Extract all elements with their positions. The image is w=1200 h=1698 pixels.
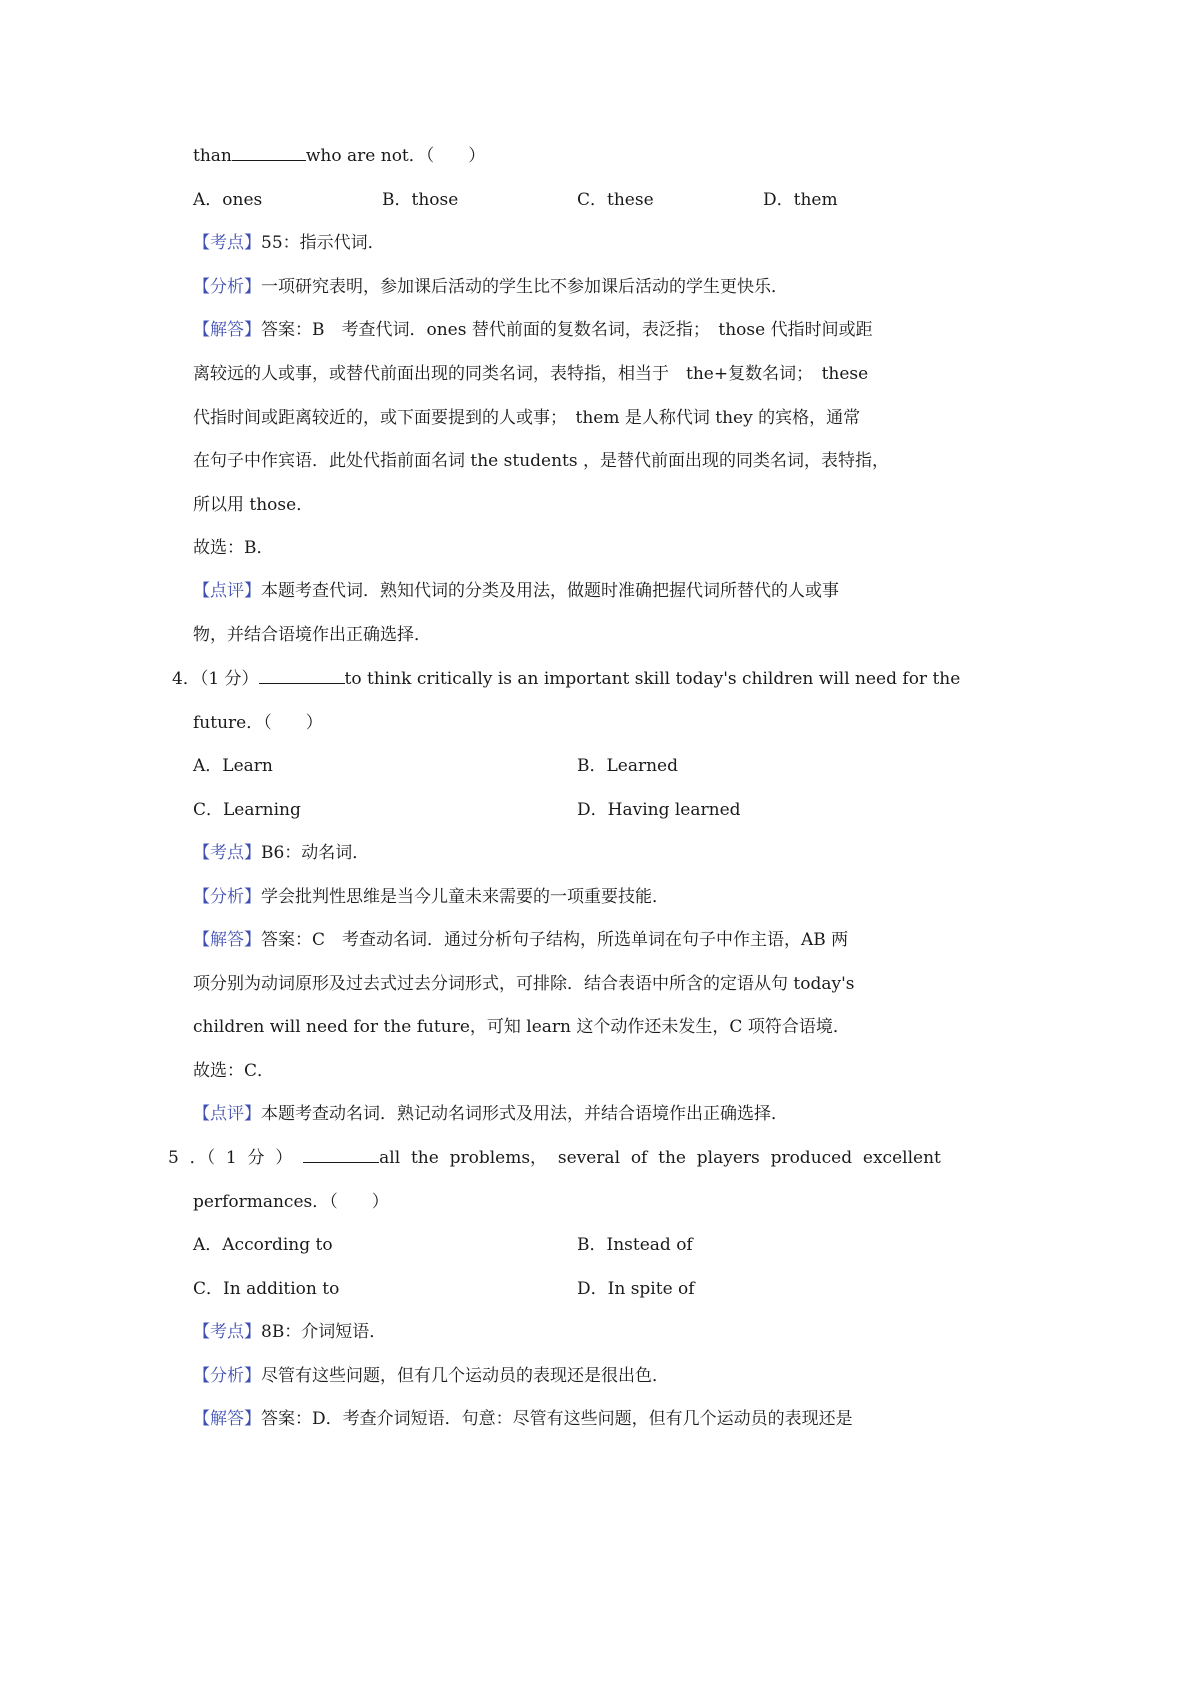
q5-stem-word: problems， [449, 1148, 548, 1168]
q3-jieda-line: 代指时间或距离较近的，或下面要提到的人或事； them 是人称代词 they 的宾格，通常 [193, 408, 861, 428]
dianping-tag: 【点评】 [193, 581, 261, 601]
q5-stem-word: produced [770, 1148, 853, 1168]
answer-blank [303, 1146, 379, 1163]
q5-option-c: C．In addition to [193, 1279, 340, 1299]
q4-jieda-line: 项分别为动词原形及过去式过去分词形式，可排除．结合表语中所含的定语从句 today's [193, 974, 855, 994]
dianping-text: 本题考查代词．熟知代词的分类及用法，做题时准确把握代词所替代的人或事 [261, 581, 839, 601]
q5-option-b: B．Instead of [577, 1235, 693, 1255]
answer-blank [259, 667, 345, 684]
q4-option-d: D．Having learned [577, 800, 741, 820]
jieda-text: 答案：C 考查动名词．通过分析句子结构，所选单词在句子中作主语，AB 两 [261, 930, 849, 950]
fenxi-tag: 【分析】 [193, 887, 261, 907]
dianping-tag: 【点评】 [193, 1104, 261, 1124]
kaodian-tag: 【考点】 [193, 233, 261, 253]
q4-jieda-line [193, 928, 941, 952]
q5-option-a: A．According to [193, 1235, 333, 1255]
q3-option-a: A．ones [193, 190, 263, 210]
jieda-tag: 【解答】 [193, 320, 261, 340]
q5-stem-word: all [379, 1148, 401, 1168]
q3-option-b: B．those [382, 190, 459, 210]
q4-jieda-line: children will need for the future，可知 learn 这个动作还未发生，C 项符合语境． [193, 1017, 850, 1037]
q3-jieda-line [193, 318, 941, 342]
q3-kaodian [193, 231, 941, 255]
kaodian-text: 8B：介词短语． [261, 1322, 387, 1342]
q3-guxuan: 故选：B． [193, 538, 274, 558]
q3-jieda-line: 所以用 those． [193, 495, 314, 515]
kaodian-text: B6：动名词． [261, 843, 370, 863]
q5-number-part: 分 [247, 1148, 265, 1168]
q3-stem-start: than [193, 146, 232, 166]
q5-jieda [193, 1407, 941, 1431]
q5-stem-word: the [658, 1148, 686, 1168]
kaodian-tag: 【考点】 [193, 843, 261, 863]
q5-stem-word: the [410, 1148, 439, 1168]
fenxi-text: 尽管有这些问题，但有几个运动员的表现还是很出色． [261, 1366, 669, 1386]
q4-dianping [193, 1102, 941, 1126]
jieda-tag: 【解答】 [193, 1409, 261, 1429]
q3-fenxi [193, 275, 941, 299]
q3-stem-end: who are not．（ ） [305, 146, 486, 166]
q5-stem-word: several [557, 1148, 621, 1168]
q5-number-part: 1 [225, 1148, 237, 1168]
fenxi-tag: 【分析】 [193, 277, 261, 297]
q4-stem-rest: to think critically is an important skill today's children will need for the [344, 669, 961, 689]
q5-number: 5 [168, 1148, 179, 1168]
q3-dianping [193, 579, 941, 603]
kaodian-tag: 【考点】 [193, 1322, 261, 1342]
q5-number-part: ．（ [189, 1148, 216, 1168]
jieda-tag: 【解答】 [193, 930, 261, 950]
q5-stem-line2: performances．（ ） [193, 1192, 389, 1212]
q4-option-a: A．Learn [193, 756, 273, 776]
answer-blank [232, 144, 306, 161]
q4-number: 4．（1 分） [172, 669, 259, 689]
q4-guxuan: 故选：C． [193, 1061, 275, 1081]
q4-stem-line2: future．（ ） [193, 713, 323, 733]
q4-stem [172, 667, 961, 691]
q5-kaodian [193, 1320, 941, 1344]
fenxi-text: 学会批判性思维是当今儿童未来需要的一项重要技能． [261, 887, 669, 907]
q4-option-b: B．Learned [577, 756, 678, 776]
q4-option-c: C．Learning [193, 800, 301, 820]
q5-number-part: ） [275, 1148, 293, 1168]
q5-stem-word: excellent [862, 1148, 941, 1168]
q5-stem-word: of [630, 1148, 648, 1168]
fenxi-text: 一项研究表明，参加课后活动的学生比不参加课后活动的学生更快乐． [261, 277, 788, 297]
jieda-text: 答案：D．考查介词短语．句意：尽管有这些问题，但有几个运动员的表现还是 [261, 1409, 853, 1429]
q5-option-d: D．In spite of [577, 1279, 695, 1299]
q3-stem [193, 144, 941, 168]
q5-stem [168, 1146, 941, 1170]
fenxi-tag: 【分析】 [193, 1366, 261, 1386]
q5-stem-word: players [696, 1148, 760, 1168]
q3-option-c: C．these [577, 190, 654, 210]
q5-fenxi [193, 1364, 941, 1388]
q4-fenxi [193, 885, 941, 909]
kaodian-text: 55：指示代词． [261, 233, 385, 253]
q3-jieda-line: 在句子中作宾语．此处代指前面名词 the students ，是替代前面出现的同类名词，表特指， [193, 451, 890, 471]
q3-dianping-line: 物，并结合语境作出正确选择． [193, 625, 431, 645]
q3-option-d: D．them [763, 190, 838, 210]
q3-jieda-line: 离较远的人或事，或替代前面出现的同类名词，表特指，相当于 the+复数名词； these [193, 364, 869, 384]
jieda-text: 答案：B 考查代词．ones 替代前面的复数名词，表泛指； those 代指时间或距 [261, 320, 873, 340]
q4-kaodian [193, 841, 941, 865]
dianping-text: 本题考查动名词．熟记动名词形式及用法，并结合语境作出正确选择． [261, 1104, 788, 1124]
